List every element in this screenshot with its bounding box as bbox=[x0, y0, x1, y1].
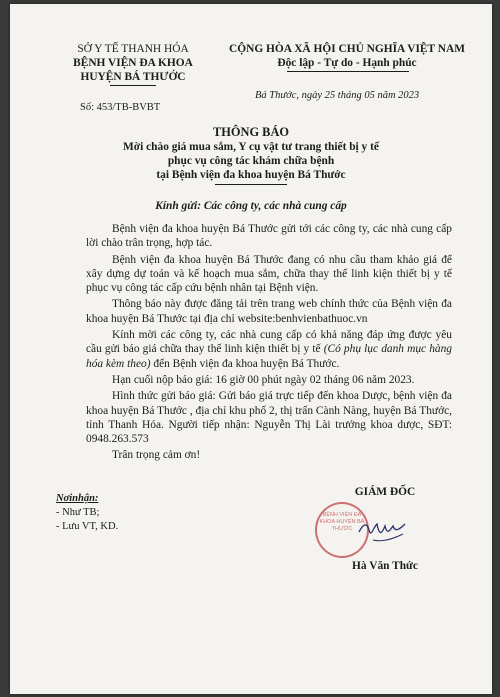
submission-paragraph: Hình thức gửi báo giá: Gửi báo giá trực tiếp đến khoa Dược, bệnh viện đa khoa huyện Bá Thước , địa chỉ khu phố 2, thị trấn Cành Nàng, huyện Bá Thước, tỉnh Thanh Hóa. Người tiếp nhận: Nguyễn Thị Lài trưởng khoa dược, SĐT: 0948.263.573 bbox=[86, 390, 452, 446]
signatory-name: Hà Văn Thức bbox=[352, 560, 418, 572]
left-header-rule bbox=[110, 85, 156, 86]
country-name: CỘNG HÒA XÃ HỘI CHỦ NGHĨA VIỆT NAM bbox=[229, 43, 465, 55]
signatory-role: GIÁM ĐỐC bbox=[354, 486, 416, 498]
ministry-name: SỞ Y TẾ THANH HÓA bbox=[77, 43, 189, 55]
recipient-item: - Như TB; bbox=[56, 507, 100, 518]
document-subject-line3: tại Bệnh viện đa khoa huyện Bá Thước bbox=[156, 169, 346, 181]
hospital-name-line1: BỆNH VIỆN ĐA KHOA bbox=[73, 57, 193, 69]
national-motto: Độc lập - Tự do - Hạnh phúc bbox=[277, 57, 417, 69]
hospital-name-line2: HUYỆN BÁ THƯỚC bbox=[80, 71, 186, 83]
invitation-text: Kính mời các công ty, các nhà cung cấp có khả năng đáp ứng được yêu cầu gửi báo giá chữa thay thế linh kiện thiết bị y tế bbox=[86, 329, 452, 356]
invitation-paragraph bbox=[86, 328, 452, 371]
handwritten-signature bbox=[355, 510, 410, 550]
body-paragraph: Bệnh viện đa khoa huyện Bá Thước gửi tới các công ty, các nhà cung cấp lời chào trân trọng, hợp tác. bbox=[86, 223, 452, 250]
document-heading: THÔNG BÁO bbox=[212, 125, 290, 139]
document-body bbox=[86, 222, 452, 465]
closing-line: Trân trọng cảm ơn! bbox=[112, 449, 201, 462]
right-header-rule bbox=[287, 71, 409, 72]
recipients-label: Nơinhận: bbox=[56, 493, 99, 504]
document-page bbox=[10, 4, 492, 694]
body-paragraph: Bệnh viện đa khoa huyện Bá Thước đang có nhu cầu tham khảo giá để xây dựng dự toán và kế hoạch mua sắm, chữa thay thế linh kiện thiết bị y tế phục vụ công tác cấp cứu bệnh nhân tại Bệnh viện. bbox=[86, 253, 452, 295]
deadline-paragraph: Hạn cuối nộp báo giá: 16 giờ 00 phút ngày 02 tháng 06 năm 2023. bbox=[112, 373, 415, 386]
recipient-item: - Lưu VT, KD. bbox=[56, 521, 119, 532]
invitation-text-end: đến Bệnh viện đa khoa huyện Bá Thước. bbox=[150, 357, 340, 370]
salutation: Kính gửi: Các công ty, các nhà cung cấp bbox=[155, 200, 347, 212]
document-number: Số: 453/TB-BVBT bbox=[80, 102, 161, 113]
stamp-text: BỆNH VIỆN ĐA KHOA HUYỆN BÁ THƯỚC bbox=[319, 512, 365, 532]
document-subject-line2: phục vụ công tác khám chữa bệnh bbox=[167, 155, 335, 167]
document-subject-line1: Mời chào giá mua sắm, Y cụ vật tư trang thiết bị y tế bbox=[123, 141, 379, 153]
body-paragraph: Thông báo này được đăng tải trên trang web chính thức của Bệnh viện đa khoa huyện Bá Thước tại địa chỉ website:benhvienbathuoc.vn bbox=[86, 298, 452, 325]
title-rule bbox=[215, 184, 287, 185]
invitation-appendix-note: (Có phụ lục danh mục hàng hóa kèm theo) bbox=[86, 343, 452, 370]
document-date: Bá Thước, ngày 25 tháng 05 năm 2023 bbox=[255, 90, 420, 101]
